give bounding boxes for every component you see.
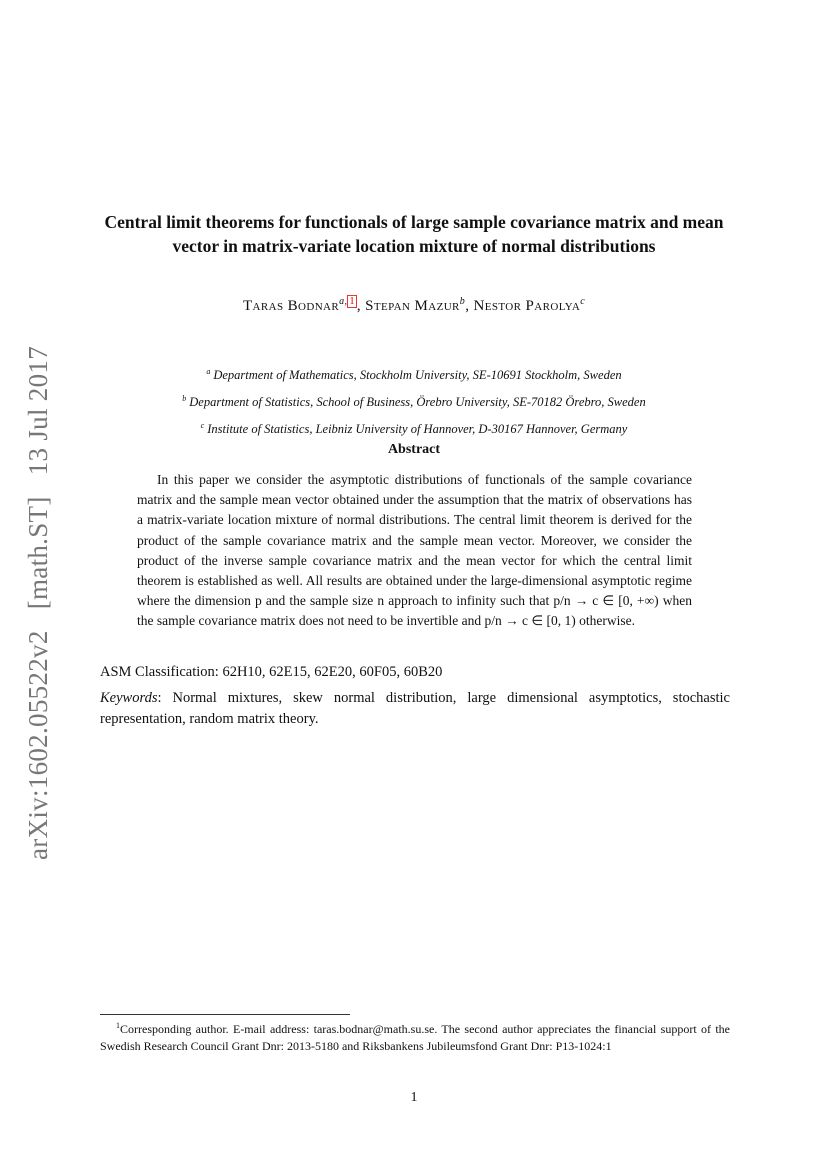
author-sup: c xyxy=(580,296,586,307)
footnote-link[interactable]: 1 xyxy=(349,296,355,307)
page-number: 1 xyxy=(410,1090,418,1105)
author-name: Taras Bodnar xyxy=(242,298,340,314)
paper-title: Central limit theorems for functionals of large sample covariance matrix and mean vector in matrix-variate location mixture of normal distributions xyxy=(104,212,724,256)
abstract-heading: Abstract xyxy=(387,442,441,457)
abstract-text: In this paper we consider the asymptotic distributions of functionals of the sample covariance matrix and the sample mean vector obtained under the assumption that the matrix of observations has a matrix-variate location mixture of normal distributions. The central limit theorem is derived for the product of the sample covariance matrix and the sample mean vector. Moreover, we consider the product of the inverse sample covariance matrix and the mean vector for which the central limit theorem is established as well. All results are obtained under the large-dimensional asymptotic regime where the dimension p and the sample size n approach to infinity such that p/n → c ∈ [0, +∞) when the sample covariance matrix does not need to be invertible and p/n → c ∈ [0, 1) otherwise. xyxy=(137,472,692,629)
author-list: Taras Bodnar$^{a, 1}$ , Stepan Mazur$^b$, Nestor Parolya$^c$ xyxy=(242,296,586,314)
footnote-rule xyxy=(100,1014,350,1015)
arxiv-id: arXiv:1602.05522v2 xyxy=(23,630,53,860)
affiliation: $^a$ Department of Mathematics, Stockholm University, SE-10691 Stockholm, Sweden xyxy=(206,367,622,383)
arxiv-date: 13 Jul 2017 xyxy=(23,345,53,476)
arxiv-category: [math.ST] xyxy=(23,496,53,610)
footnote-mark: 1 xyxy=(116,1021,120,1030)
asm-classification: ASM Classification: 62H10, 62E15, 62E20, 60F05, 60B20 xyxy=(100,664,443,680)
keywords-label: Keywords xyxy=(100,690,158,706)
author-sup: b xyxy=(459,296,466,307)
affiliations xyxy=(90,360,738,441)
footnote xyxy=(100,1018,730,1054)
author-name: Stepan Mazur xyxy=(365,298,460,314)
keywords-text: : Normal mixtures, skew normal distribution, large dimensional asymptotics, stochastic representation, random matrix theory. xyxy=(100,690,730,727)
author-name: Nestor Parolya xyxy=(473,298,581,314)
affiliation: $^b$ Department of Statistics, School of Business, Örebro University, SE-70182 Örebro, Sweden xyxy=(182,394,646,410)
arxiv-stamp xyxy=(23,345,54,860)
footnote-text: Corresponding author. E-mail address: taras.bodnar@math.su.se. The second author appreciates the financial support of the Swedish Research Council Grant Dnr: 2013-5180 and Riksbankens Jubileumsfond Grant Dnr: P13-1024:1 xyxy=(100,1022,730,1053)
author-sup: a, 1 xyxy=(339,296,355,307)
keywords xyxy=(100,688,730,730)
affiliation: $^c$ Institute of Statistics, Leibniz University of Hannover, D-30167 Hannover, Germany xyxy=(200,421,628,437)
